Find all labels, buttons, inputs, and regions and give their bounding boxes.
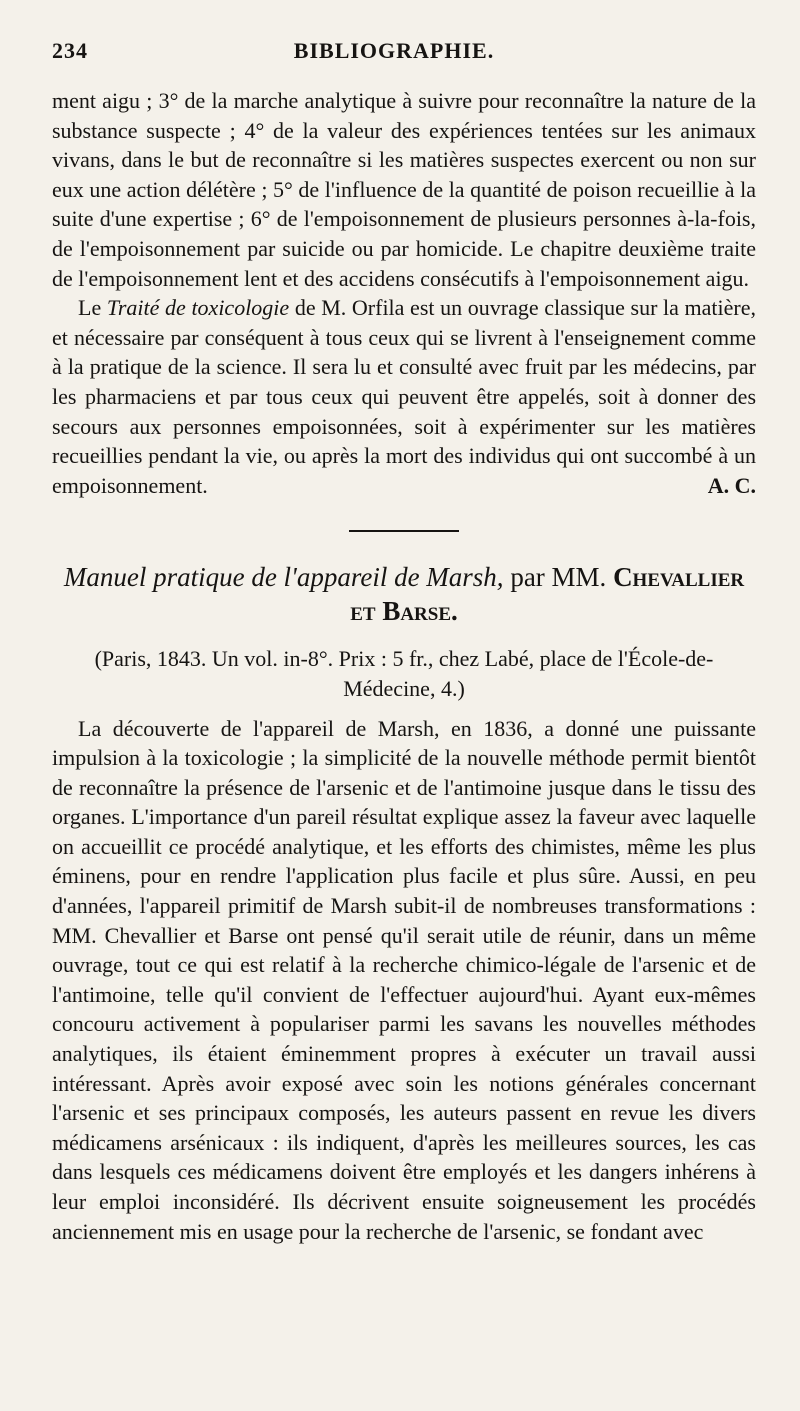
paragraph-text: Le	[78, 295, 107, 321]
publication-info: (Paris, 1843. Un vol. in-8°. Prix : 5 fr., chez Labé, place de l'École-de-Médecine, 4.)	[94, 646, 714, 701]
paragraph-text: de M. Orfila est un ouvrage classique sur la matière, et nécessaire par conséquent à tous ceux qui se livrent à l'enseignement comme à la pratique de la science. Il sera lu et consulté avec fruit par les médecins, par les pharmaciens et par tous ceux qui peuvent être appelés, soit à donner des secours aux personnes empoisonnées, soit à expérimenter sur les matières recueillies pendant la vie, ou après la mort des individus qui ont succombé à un empoisonnement.	[52, 295, 756, 498]
book-title: Manuel pratique de l'appareil de Marsh,	[63, 562, 504, 593]
paragraph: La découverte de l'appareil de Marsh, en 1836, a donné une puissante impulsion à la toxicologie ; la simplicité de la nouvelle méthode permit bientôt de reconnaître la présence de l'arsenic et de l'antimoine jusque dans le tissu des organes. L'importance d'un pareil résultat explique assez la faveur avec laquelle on accueillit ce procédé analytique, et les efforts des chimistes, même les plus éminens, pour en rendre l'application plus facile et plus sûre. Aussi, en peu d'années, l'appareil primitif de Marsh subit-il de nombreuses transformations : MM. Chevallier et Barse ont pensé qu'il serait utile de réunir, dans un même ouvrage, tout ce qui est relatif à la recherche chimico-légale de l'arsenic et de l'antimoine, telle qu'il convient de l'effectuer aujourd'hui. Ayant eux-mêmes concouru activement à populariser parmi les savans les nouvelles méthodes analytiques, ils étaient éminemment propres à exécuter un travail aussi intéressant. Après avoir exposé avec soin les notions générales concernant l'arsenic et ses principaux composés, les auteurs passent en revue les divers médicamens arsénicaux : ils indiquent, d'après les meilleures sources, les cas dans lesquels ces médicamens doivent être employés et les dangers inhérens à leur emploi inconsidéré. Ils décrivent ensuite soigneusement les procédés anciennement mis en usage pour la recherche de l'arsenic, se fondant avec	[52, 715, 756, 1244]
page-header	[52, 38, 756, 86]
previous-review	[52, 86, 756, 500]
running-head: BIBLIOGRAPHIE.	[293, 38, 495, 63]
review-body	[52, 714, 756, 1247]
page-number: 234	[52, 38, 88, 63]
reviewer-signature: A. C.	[707, 472, 756, 498]
book-title-italic: Traité de toxicologie	[106, 295, 290, 321]
book-authors: Chevallier et Barse.	[350, 562, 745, 627]
section-divider	[349, 530, 459, 532]
paragraph: ment aigu ; 3° de la marche analytique à suivre pour reconnaître la nature de la substance suspecte ; 4° de la valeur des expériences tentées sur les animaux vivans, dans le but de reconnaître si les matières suspectes exercent ou non sur eux une action délétère ; 5° de l'influence de la quantité de poison recueillie à la suite d'une expertise ; 6° de l'empoisonnement de plusieurs personnes à-la-fois, de l'empoisonnement par suicide ou par homicide. Le chapitre deuxième traite de l'empoisonnement lent et des accidens consécutifs à l'empoisonnement aigu.	[52, 88, 756, 291]
paragraph	[52, 293, 756, 500]
title-par: par MM.	[503, 562, 614, 593]
review-title	[52, 560, 756, 628]
